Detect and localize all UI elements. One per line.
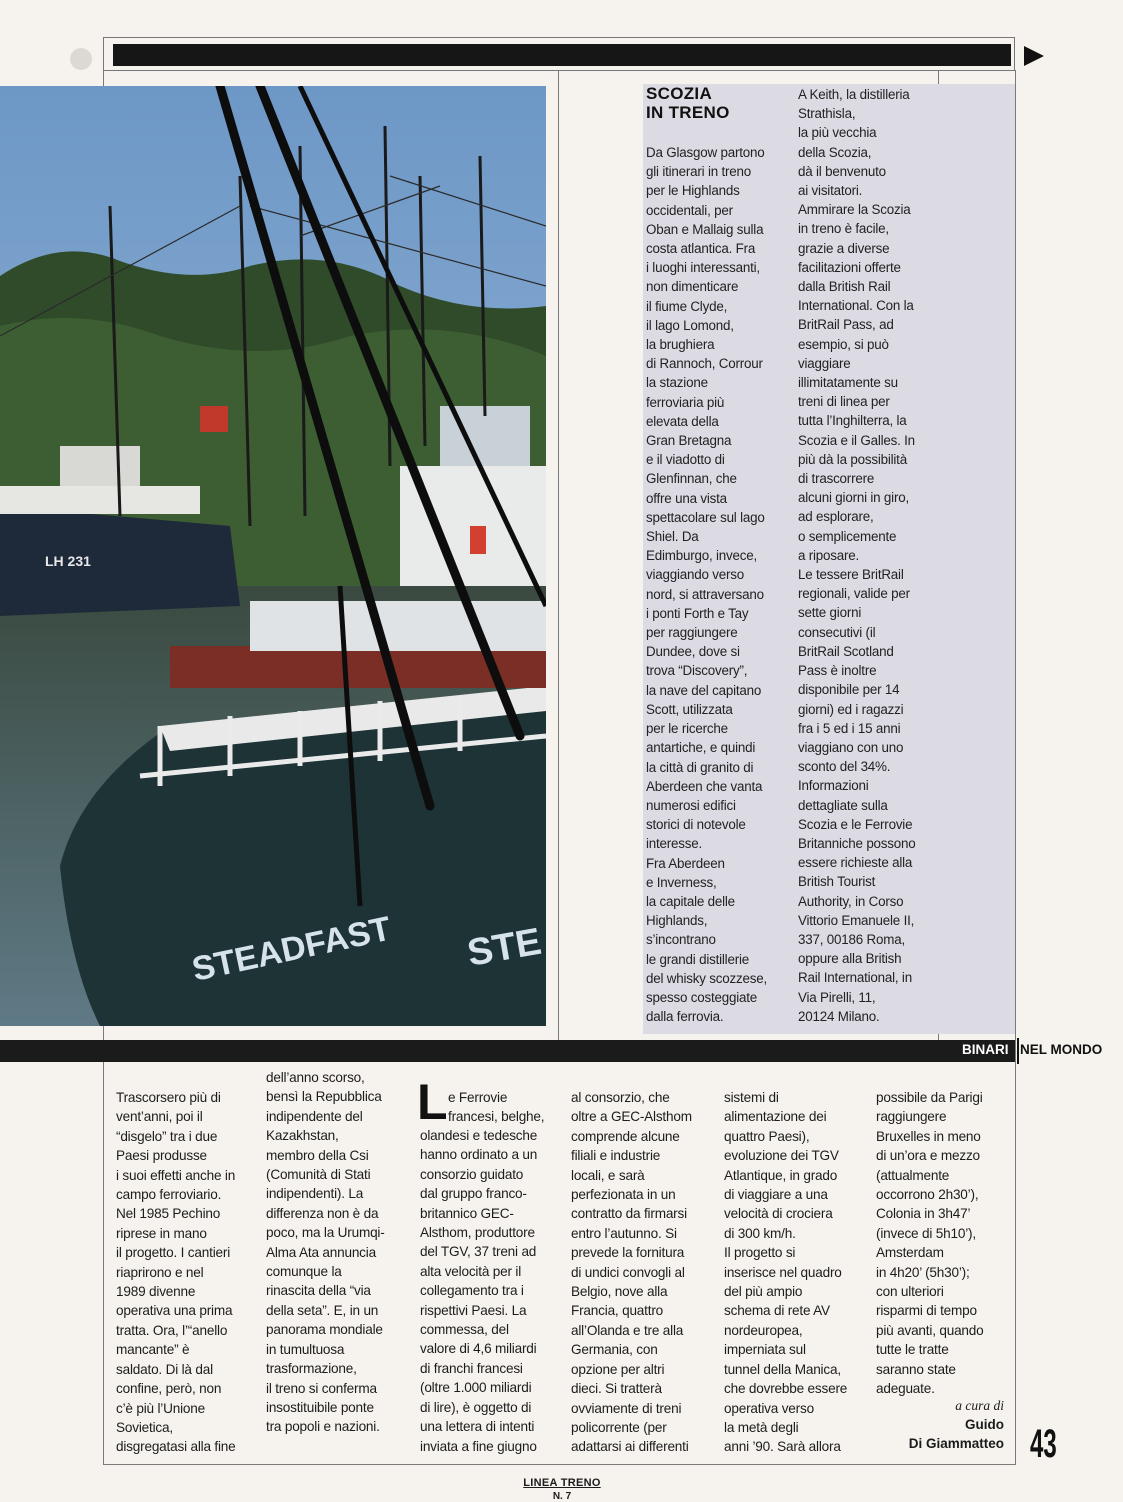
article-column-2: dell’anno scorso, bensì la Repubblica indipendente del Kazakhstan, membro della Csi (Comunità di Stati indipendenti). La differenza non è da poco, ma la Urumqi- Alma Ata annuncia comunque la rinascita della “via della seta”. E, in un panorama mondiale in tumultuosa trasformazione, il treno si conferma insostituibile ponte tra popoli e nazioni. <box>266 1070 385 1435</box>
section-label-suffix: NEL MONDO <box>1020 1042 1103 1057</box>
article-column-3: olandesi e tedesche hanno ordinato a un consorzio guidato dal gruppo franco- britannico GEC- Alsthom, produttore del TGV, 37 treni ad alta velocità per il collegamento tra i rispettivi Paesi. La commessa, del valore di 4,6 miliardi di franchi francesi (oltre 1.000 miliardi di lire), è oggetto di una lettera di intenti inviata a fine giugno <box>420 1128 538 1454</box>
issue-number: N. 7 <box>552 1491 572 1502</box>
arrow-right-icon <box>1024 46 1044 66</box>
boat-name-text-2: STE <box>464 920 545 975</box>
section-label: BINARI <box>962 1042 1009 1057</box>
section-divider <box>1017 1038 1019 1064</box>
boat-id-text: LH 231 <box>45 553 91 569</box>
article-column-5: sistemi di alimentazione dei quattro Paesi), evoluzione dei TGV Atlantique, in grado di viaggiare a una velocità di crociera di 300 km/h. Il progetto si inserisce nel quadro del più ampio schema di rete AV nordeuropea, imperniata sul tunnel della Manica, che dovrebbe essere operativa verso la metà degli anni ’90. Sarà allora <box>724 1090 848 1455</box>
decorative-dot <box>70 48 92 70</box>
magazine-name: LINEA TRENO <box>523 1477 601 1489</box>
article-column-6: possibile da Parigi raggiungere Bruxelles in meno di un’ora e mezzo (attualmente occorrono 2h30’), Colonia in 3h47’ (invece di 5h10’), Amsterdam in 4h20’ (5h30’); con ulteriori risparmi di tempo più avanti, quando tutte le tratte saranno state adeguate. <box>876 1090 984 1397</box>
author-credit-prefix: a cura di <box>955 1398 1004 1413</box>
frame-line-bottom <box>103 1464 1016 1465</box>
harbour-photo <box>0 86 546 1026</box>
page-number: 43 <box>1030 1422 1057 1466</box>
article-column-3-intro: e Ferrovie francesi, belghe, <box>448 1090 545 1125</box>
sidebar-divider-left <box>558 70 559 1045</box>
boat-name-text: STEADFAST <box>188 909 395 989</box>
top-bar <box>113 44 1011 66</box>
section-bar <box>0 1040 1015 1062</box>
sidebar-text-column-2: A Keith, la distilleria Strathisla, la più vecchia della Scozia, dà il benvenuto ai visitatori. Ammirare la Scozia in treno è facile, grazie a diverse facilitazioni offerte dalla British Rail International. Con la BritRail Pass, ad esempio, si può viaggiare illimitatamente su treni di linea per tutta l’Inghilterra, la Scozia e il Galles. In più dà la possibilità di trascorrere alcuni giorni in giro, ad esplorare, o semplicemente a riposare. Le tessere BritRail regionali, valide per sette giorni consecutivi (il BritRail Scotland Pass è inoltre disponibile per 14 giorni) ed i ragazzi fra i 5 ed i 15 anni viaggiano con uno sconto del 34%. Informazioni dettagliate sulla Scozia e le Ferrovie Britanniche possono essere richieste alla British Tourist Authority, in Corso Vittorio Emanuele II, 337, 00186 Roma, oppure alla British Rail International, in Via Pirelli, 11, 20124 Milano. <box>798 87 916 1024</box>
author-name: Guido Di Giammatteo <box>908 1417 1004 1451</box>
drop-cap: L <box>417 1074 448 1130</box>
sidebar-text-column-1: Da Glasgow partono gli itinerari in treno per le Highlands occidentali, per Oban e Mallaig sulla costa atlantica. Fra i luoghi interessanti, non dimenticare il fiume Clyde, il lago Lomond, la brughiera di Rannoch, Corrour la stazione ferroviaria più elevata della Gran Bretagna e il viadotto di Glenfinnan, che offre una vista spettacolare sul lago Shiel. Da Edimburgo, invece, viaggiando verso nord, si attraversano i ponti Forth e Tay per raggiungere Dundee, dove si trova “Discovery”, la nave del capitano Scott, utilizzata per le ricerche antartiche, e quindi la città di granito di Aberdeen che vanta numerosi edifici storici di notevole interesse. Fra Aberdeen e Inverness, la capitale delle Highlands, s’incontrano le grandi distillerie del whisky scozzese, spesso costeggiate dalla ferrovia. <box>646 145 768 1025</box>
article-column-1: Trascorsero più di vent’anni, poi il “disgelo” tra i due Paesi produsse i suoi effetti anche in campo ferroviario. Nel 1985 Pechino riprese in mano il progetto. I cantieri riaprirono e nel 1989 divenne operativa una prima tratta. Ora, l’“anello mancante” è saldato. Di là dal confine, però, non c’è più l’Unione Sovietica, disgregatasi alla fine <box>116 1090 236 1455</box>
article-column-4: al consorzio, che oltre a GEC-Alsthom comprende alcune filiali e industrie locali, e sarà perfezionata in un contratto da firmarsi entro l’autunno. Si prevede la fornitura di undici convogli al Belgio, nove alla Francia, quattro all’Olanda e tre alla Germania, con opzione per altri dieci. Si tratterà ovviamente di treni policorrente (per adattarsi ai differenti <box>571 1090 692 1455</box>
sidebar-title: SCOZIA IN TRENO <box>646 84 730 122</box>
frame-line-right <box>1015 70 1016 1464</box>
